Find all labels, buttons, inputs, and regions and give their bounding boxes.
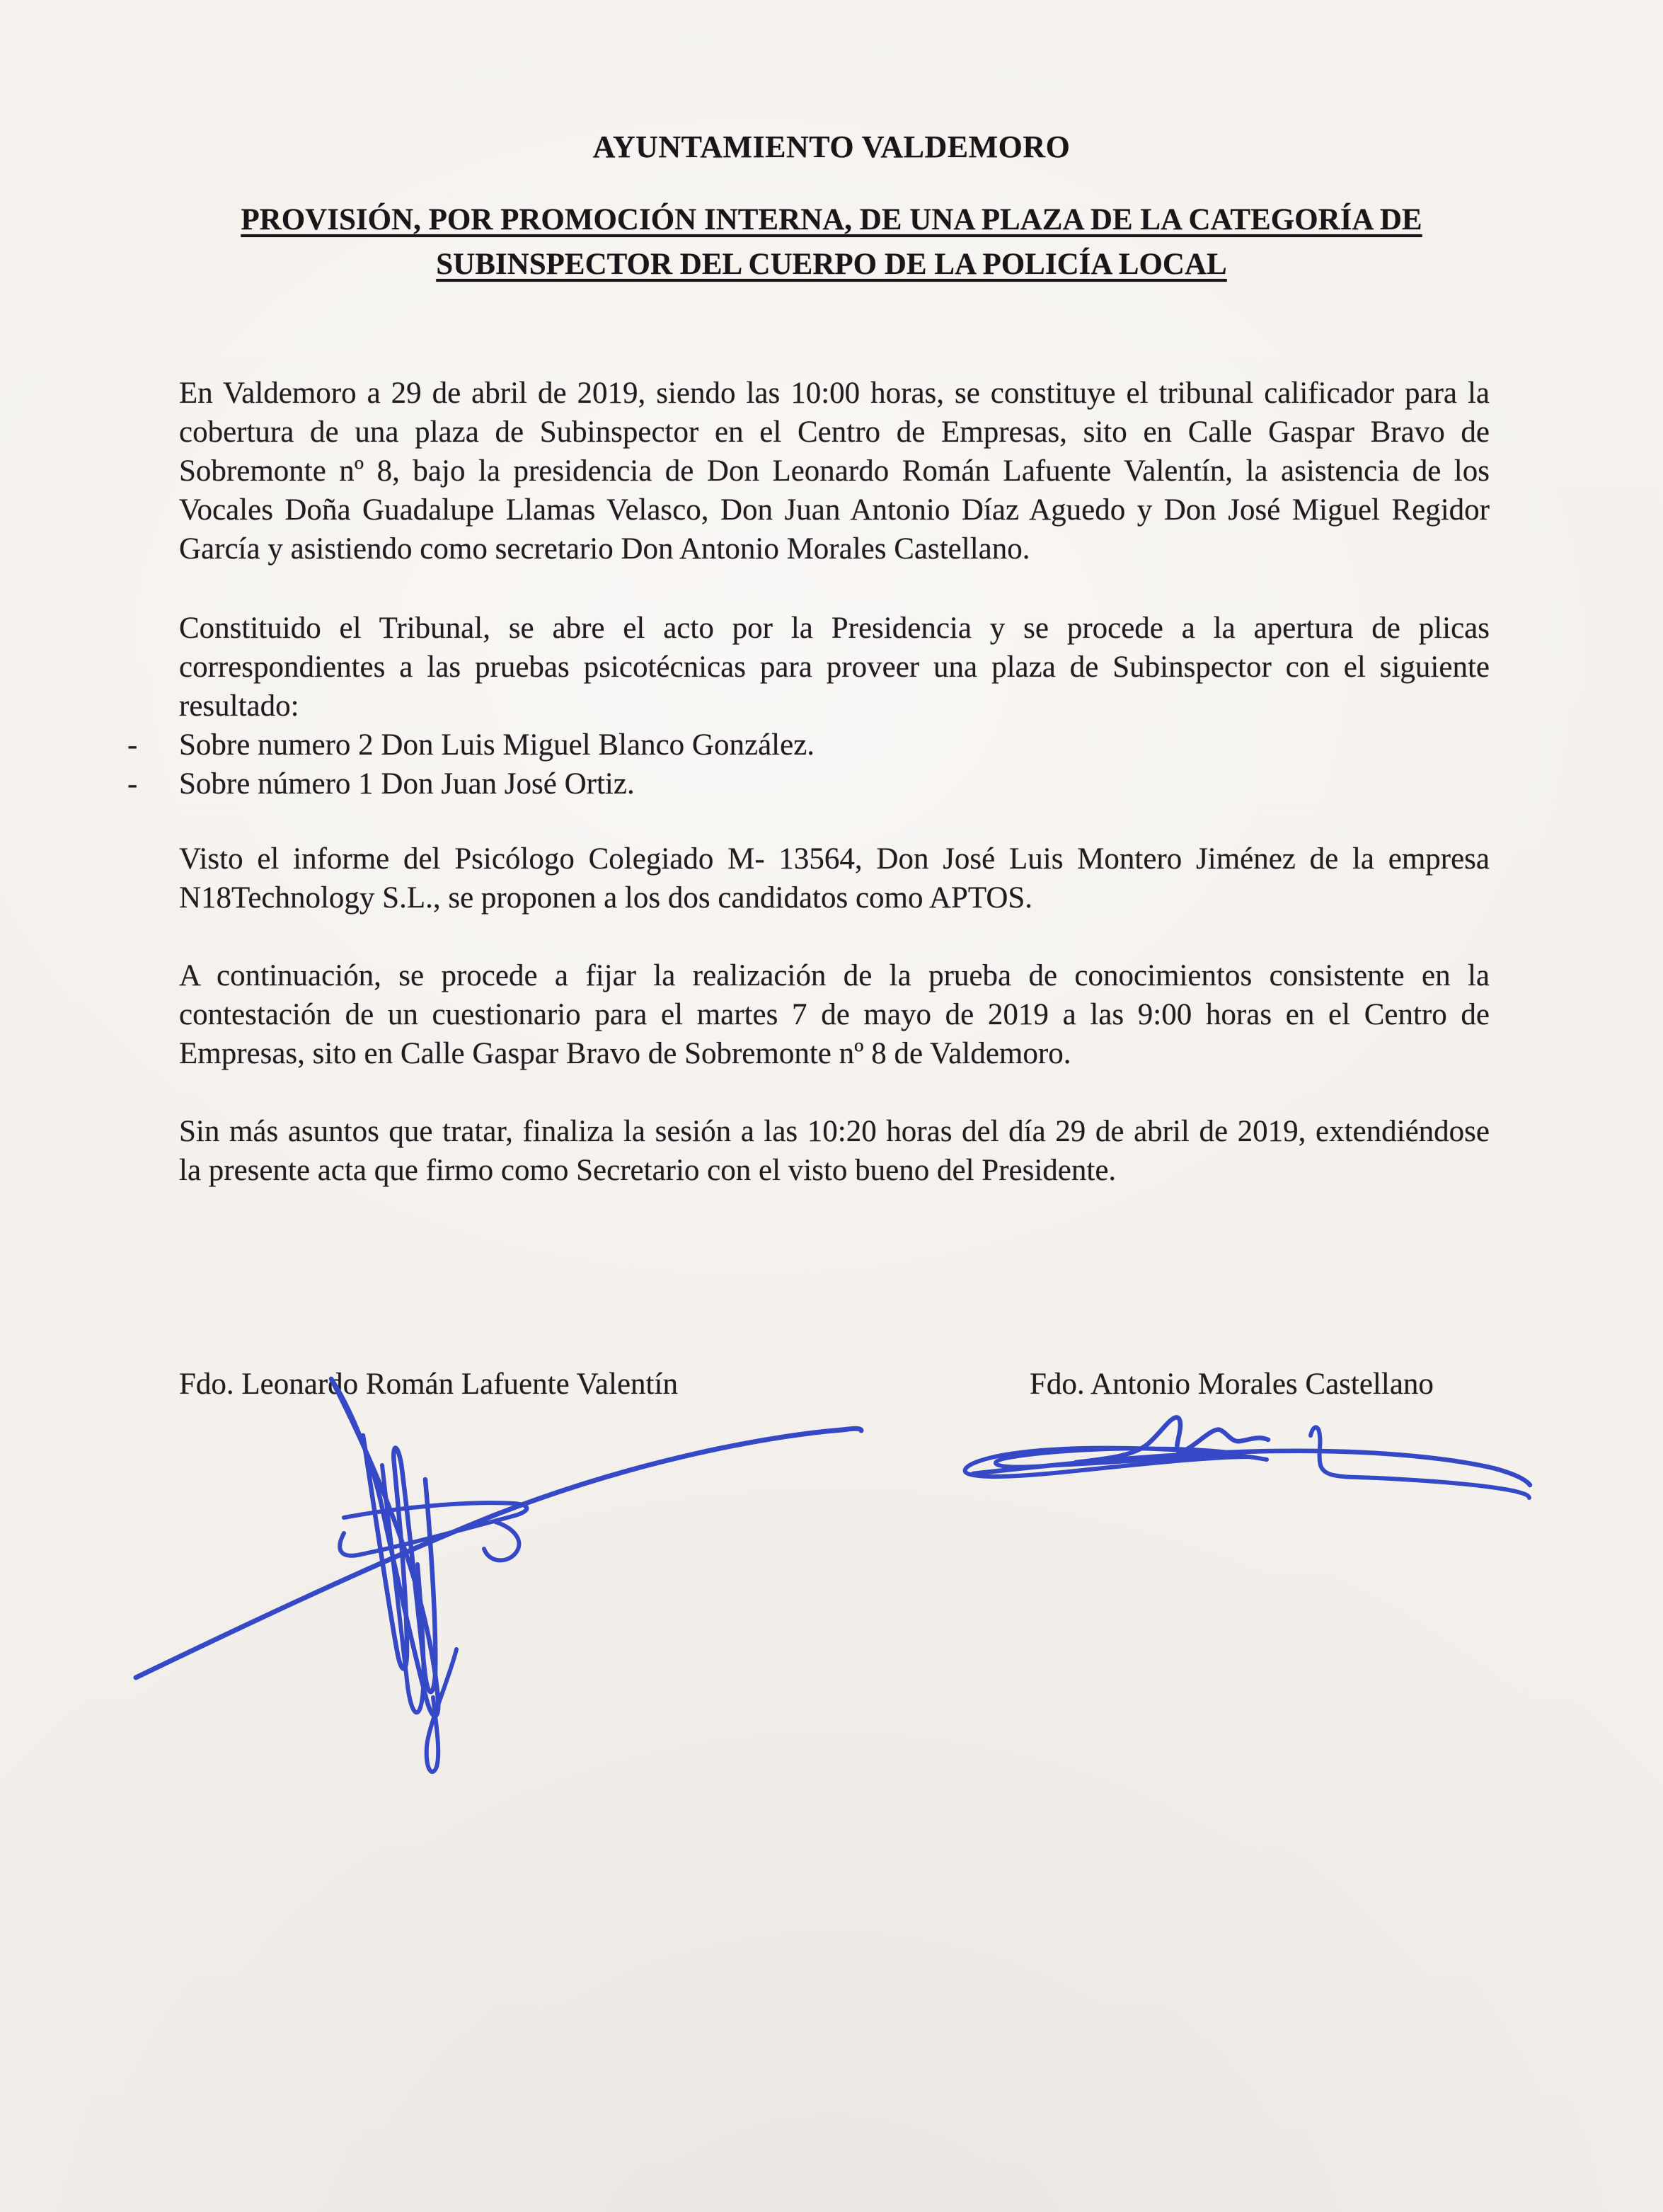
paragraph-line: Empresas, sito en Calle Gaspar Bravo de Sobremonte nº 8 de Valdemoro. (179, 1037, 1071, 1070)
paragraph-line: resultado: (179, 689, 299, 723)
signature-president-ink (136, 1379, 861, 1772)
signature-label-secretary: Fdo. Antonio Morales Castellano (1030, 1368, 1434, 1401)
paragraph-3 (179, 839, 1490, 917)
paragraph-2 (179, 609, 1490, 726)
paragraph-line: En Valdemoro a 29 de abril de 2019, siendo las 10:00 horas, se constituye el tribunal calificador para la (179, 377, 1490, 410)
subtitle-line-1: PROVISIÓN, POR PROMOCIÓN INTERNA, DE UNA PLAZA DE LA CATEGORÍA DE (241, 203, 1422, 236)
signature-secretary-ink (965, 1417, 1530, 1498)
paragraph-line: A continuación, se procede a fijar la realización de la prueba de conocimientos consistente en la (179, 959, 1490, 992)
list-item-text: Sobre numero 2 Don Luis Miguel Blanco González. (179, 728, 815, 762)
paragraph-line: García y asistiendo como secretario Don Antonio Morales Castellano. (179, 532, 1030, 566)
paragraph-1 (179, 374, 1490, 568)
paragraph-line: Vocales Doña Guadalupe Llamas Velasco, Don Juan Antonio Díaz Aguedo y Don José Miguel Regidor (179, 493, 1490, 527)
list-item-dash: - (127, 728, 138, 762)
paragraph-line: correspondientes a las pruebas psicotécnicas para proveer una plaza de Subinspector con el siguiente (179, 651, 1490, 684)
paragraph-line: Sobremonte nº 8, bajo la presidencia de Don Leonardo Román Lafuente Valentín, la asistencia de los (179, 454, 1490, 488)
list-item-dash: - (127, 767, 138, 801)
document-subtitle (0, 197, 1663, 287)
paragraph-line: cobertura de una plaza de Subinspector en el Centro de Empresas, sito en Calle Gaspar Bravo de (179, 416, 1490, 449)
paragraph-line: Constituido el Tribunal, se abre el acto por la Presidencia y se procede a la apertura de plicas (179, 612, 1490, 645)
paragraph-line: contestación de un cuestionario para el martes 7 de mayo de 2019 a las 9:00 horas en el Centro de (179, 998, 1490, 1031)
subtitle-line-2: SUBINSPECTOR DEL CUERPO DE LA POLICÍA LOCAL (436, 248, 1227, 281)
paragraph-line: la presente acta que firmo como Secretario con el visto bueno del Presidente. (179, 1154, 1117, 1187)
paragraph-4 (179, 956, 1490, 1073)
document-title: AYUNTAMIENTO VALDEMORO (592, 130, 1071, 164)
paragraph-line: Sin más asuntos que tratar, finaliza la sesión a las 10:20 horas del día 29 de abril de 2019, extendiéndose (179, 1115, 1490, 1148)
signature-label-president: Fdo. Leonardo Román Lafuente Valentín (179, 1368, 678, 1401)
list-item (127, 764, 1490, 803)
list-item (127, 726, 1490, 764)
paragraph-5 (179, 1112, 1490, 1190)
paragraph-line: N18Technology S.L., se proponen a los dos candidatos como APTOS. (179, 881, 1033, 915)
list-item-text: Sobre número 1 Don Juan José Ortiz. (179, 767, 635, 801)
paragraph-line: Visto el informe del Psicólogo Colegiado M- 13564, Don José Luis Montero Jiménez de la empresa (179, 842, 1490, 876)
